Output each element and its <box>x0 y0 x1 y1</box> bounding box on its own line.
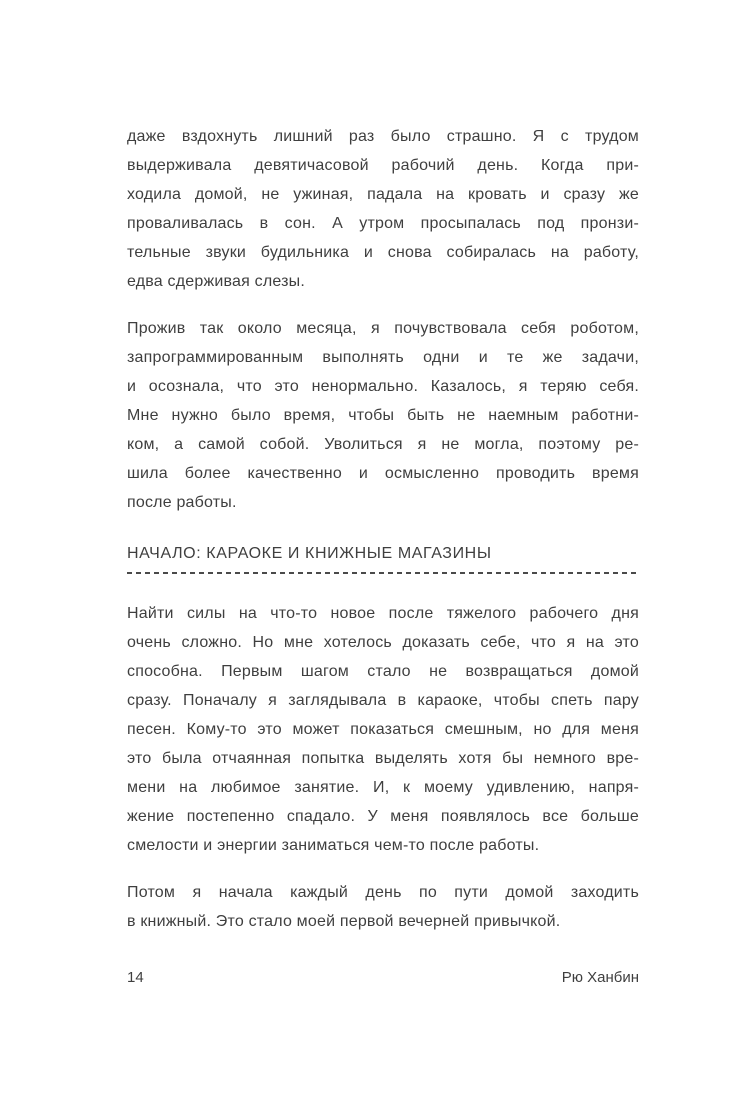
text-line: Потом я начала каждый день по пути домой заходить <box>127 884 639 901</box>
text-line: даже вздохнуть лишний раз было страшно. Я с трудом <box>127 128 639 145</box>
text-line: шила более качественно и осмысленно проводить время <box>127 465 639 482</box>
section-paragraphs <box>127 599 639 936</box>
text-line: сразу. Поначалу я заглядывала в караоке, чтобы спеть пару <box>127 692 639 709</box>
text-line: смелости и энергии заниматься чем-то после работы. <box>127 837 540 854</box>
text-line: тельные звуки будильника и снова собиралась на работу, <box>127 244 639 261</box>
text-line: Найти силы на что-то новое после тяжелого рабочего дня <box>127 605 639 622</box>
text-line: после работы. <box>127 494 237 511</box>
text-line: способна. Первым шагом стало не возвращаться домой <box>127 663 639 680</box>
text-line: жение постепенно спадало. У меня появлялось все больше <box>127 808 639 825</box>
paragraph <box>127 878 639 936</box>
text-line: мени на любимое занятие. И, к моему удивлению, напря- <box>127 779 639 796</box>
text-line: Прожив так около месяца, я почувствовала себя роботом, <box>127 320 639 337</box>
page-number: 14 <box>127 969 144 986</box>
text-line: ком, а самой собой. Уволиться я не могла, поэтому ре- <box>127 436 639 453</box>
text-line: это была отчаянная попытка выделять хотя бы немного вре- <box>127 750 639 767</box>
text-line: проваливалась в сон. А утром просыпалась под пронзи- <box>127 215 639 232</box>
section-header: НАЧАЛО: КАРАОКЕ И КНИЖНЫЕ МАГАЗИНЫ <box>127 545 492 562</box>
paragraph <box>127 122 639 296</box>
text-line: запрограммированным выполнять одни и те же задачи, <box>127 349 639 366</box>
text-line: в книжный. Это стало моей первой вечерней привычкой. <box>127 913 561 930</box>
page-content <box>127 122 639 954</box>
text-line: песен. Кому-то это может показаться смешным, но для меня <box>127 721 639 738</box>
text-line: едва сдерживая слезы. <box>127 273 306 290</box>
text-line: и осознала, что это ненормально. Казалось, я теряю себя. <box>127 378 639 395</box>
text-line: выдерживала девятичасовой рабочий день. Когда при- <box>127 157 639 174</box>
intro-paragraphs <box>127 122 639 517</box>
page-footer <box>127 968 639 988</box>
paragraph <box>127 599 639 860</box>
section-divider-dashed-rule <box>127 572 639 574</box>
paragraph <box>127 314 639 517</box>
author-name: Рю Ханбин <box>561 969 639 986</box>
text-line: ходила домой, не ужиная, падала на кровать и сразу же <box>127 186 639 203</box>
text-line: Мне нужно было время, чтобы быть не наемным работни- <box>127 407 639 424</box>
text-line: очень сложно. Но мне хотелось доказать себе, что я на это <box>127 634 639 651</box>
